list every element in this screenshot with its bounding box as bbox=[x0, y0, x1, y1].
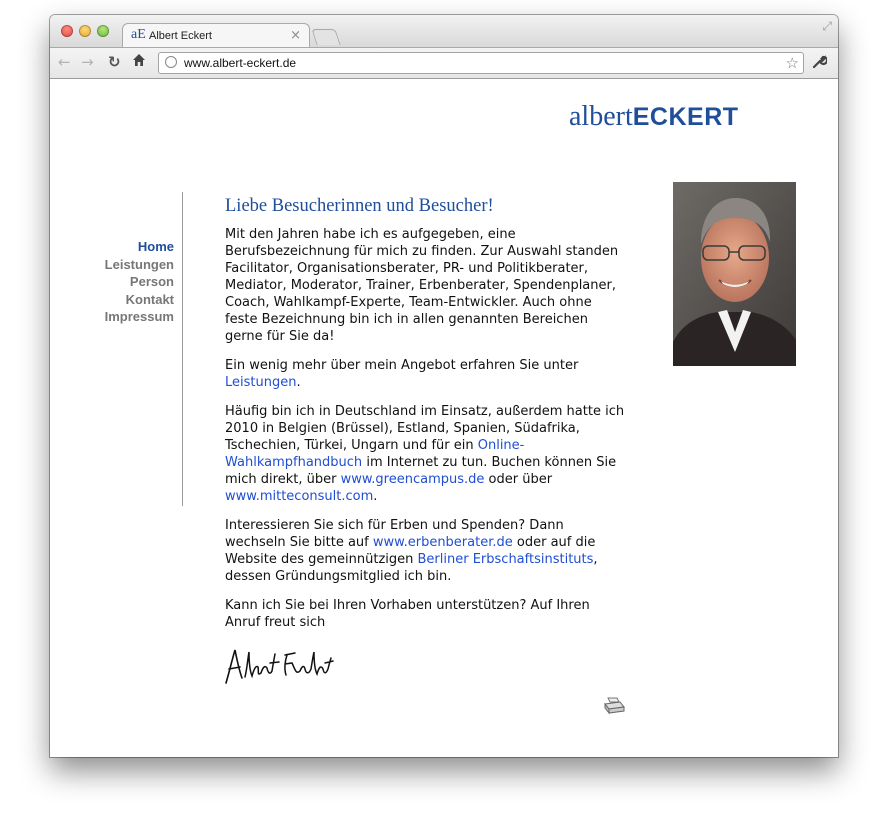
greencampus-link[interactable]: www.greencampus.de bbox=[340, 472, 485, 487]
offer-paragraph: Ein wenig mehr über mein Angebot erfahren Sie unter Leistungen. bbox=[225, 358, 579, 390]
sidebar-item-leistungen[interactable]: Leistungen bbox=[104, 256, 174, 272]
sidebar-divider bbox=[182, 192, 183, 506]
wahlkampfhandbuch-link[interactable]: Online-Wahlkampfhandbuch bbox=[225, 438, 525, 470]
globe-icon bbox=[165, 56, 177, 68]
close-window-button[interactable] bbox=[61, 25, 73, 37]
signature-image bbox=[223, 645, 338, 687]
leistungen-link[interactable]: Leistungen bbox=[225, 375, 297, 390]
erbschaftsinstitut-link[interactable]: Berliner Erbschaftsinstituts bbox=[417, 552, 594, 567]
tab-title: Albert Eckert bbox=[149, 30, 212, 42]
forward-arrow-icon[interactable]: → bbox=[81, 53, 94, 71]
erben-paragraph: Interessieren Sie sich für Erben und Spenden? Dann wechseln Sie bitte auf www.erbenberater.de oder auf die Website des gemeinnützigen Berliner Erbschaftsinstituts, dessen Gründungsmitglied ich bin. bbox=[225, 518, 598, 584]
intro-paragraph: Mit den Jahren habe ich es aufgegeben, eine Berufsbezeichnung für mich zu finden. Zur Auswahl standen Facilitator, Organisationsberater, PR- und Politikberater, Mediator, Moderator, Trainer, Erbenberater, Spendenplaner, Coach, Wahlkampf-Experte, Team-Entwickler. Auch ohne feste Bezeichnung bin ich in allen genannten Bereichen gerne für Sie da! bbox=[225, 227, 619, 344]
browser-tab[interactable] bbox=[122, 23, 310, 49]
main-text bbox=[225, 195, 625, 643]
sidebar-item-kontakt[interactable]: Kontakt bbox=[125, 291, 174, 307]
tab-close-icon[interactable]: × bbox=[290, 28, 301, 43]
wrench-icon[interactable] bbox=[812, 54, 827, 73]
fullscreen-icon[interactable]: ⤢ bbox=[822, 19, 832, 33]
title-bar bbox=[50, 15, 838, 47]
new-tab-button[interactable] bbox=[311, 29, 340, 45]
sidebar-item-home[interactable]: Home bbox=[137, 239, 174, 254]
printer-icon[interactable] bbox=[603, 696, 625, 716]
portrait-photo bbox=[673, 182, 796, 366]
reload-icon[interactable]: ↻ bbox=[108, 53, 121, 71]
browser-toolbar bbox=[50, 47, 838, 79]
sidebar-item-impressum[interactable]: Impressum bbox=[104, 309, 174, 324]
star-icon[interactable]: ☆ bbox=[785, 54, 799, 72]
url-text: www.albert-eckert.de bbox=[184, 56, 297, 70]
address-bar[interactable] bbox=[158, 52, 804, 74]
zoom-window-button[interactable] bbox=[97, 25, 109, 37]
page-title: Liebe Besucherinnen und Besucher! bbox=[225, 196, 494, 216]
mitteconsult-link[interactable]: www.mitteconsult.com bbox=[225, 489, 374, 504]
sidebar-item-person[interactable]: Person bbox=[129, 274, 174, 289]
favicon-icon: aE bbox=[131, 27, 146, 42]
erbenberater-link[interactable]: www.erbenberater.de bbox=[372, 535, 513, 550]
minimize-window-button[interactable] bbox=[79, 25, 91, 37]
page-content bbox=[50, 79, 838, 757]
browser-window bbox=[50, 15, 838, 757]
site-logo[interactable]: albertECKERT bbox=[569, 101, 739, 132]
work-paragraph: Häufig bin ich in Deutschland im Einsatz, außerdem hatte ich 2010 in Belgien (Brüssel), Estland, Spanien, Südafrika, Tschechien, Türkei, Ungarn und für ein Online-Wahlkampfhandbuch im Internet zu tun. Buchen können Sie mich direkt, über www.greencampus.de oder über www.mitteconsult.com. bbox=[225, 404, 625, 504]
back-arrow-icon[interactable]: ← bbox=[58, 53, 71, 71]
home-icon[interactable] bbox=[132, 53, 146, 71]
closing-paragraph: Kann ich Sie bei Ihren Vorhaben unterstützen? Auf Ihren Anruf freut sich bbox=[225, 598, 590, 630]
sidebar-nav bbox=[50, 238, 174, 326]
